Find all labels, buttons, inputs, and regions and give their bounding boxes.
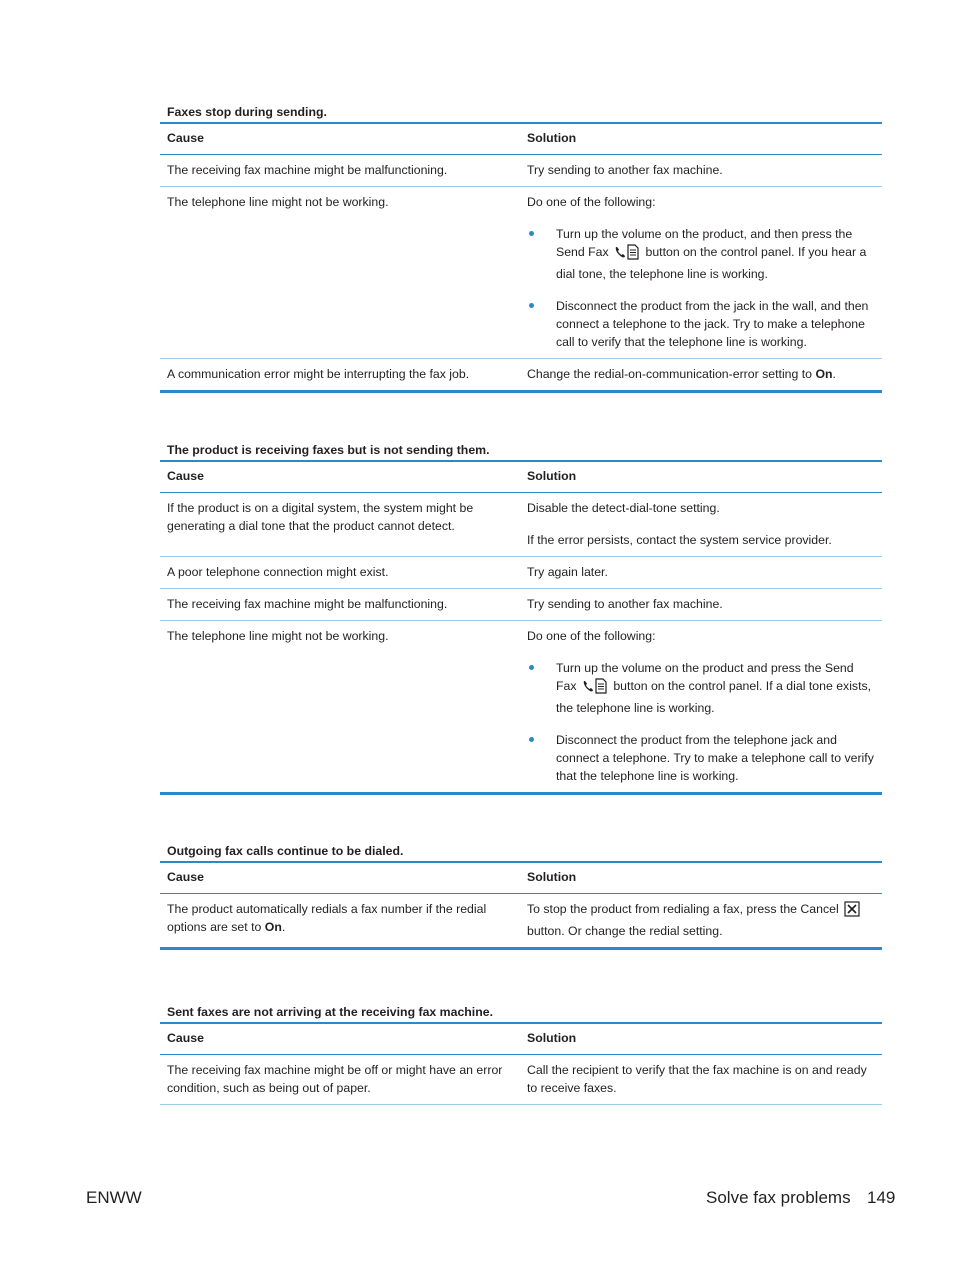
- cause-solution-table: [160, 861, 882, 950]
- footer-left: ENWW: [86, 1188, 142, 1207]
- table-row: [160, 589, 882, 621]
- list-item: Disconnect the product from the jack in the wall, and then connect a telephone to the jack. Try to make a telephone call to verify that the telephone line is working.: [527, 297, 875, 351]
- send-fax-icon: [582, 678, 608, 699]
- solution-cell: [520, 894, 882, 949]
- table-row: [160, 1055, 882, 1105]
- solution-list: [527, 225, 875, 351]
- solution-cell: Call the recipient to verify that the fax machine is on and ready to receive faxes.: [520, 1055, 882, 1105]
- cause-header: Cause: [160, 461, 520, 493]
- send-fax-icon: [614, 244, 640, 265]
- list-item: Disconnect the product from the telephone jack and connect a telephone. Try to make a telephone call to verify that the telephone line is working.: [527, 731, 875, 785]
- cause-cell: The receiving fax machine might be off or might have an error condition, such as being out of paper.: [160, 1055, 520, 1105]
- section-title: Sent faxes are not arriving at the receiving fax machine.: [167, 1005, 493, 1019]
- table-row: [160, 359, 882, 392]
- solution-header: Solution: [520, 862, 882, 894]
- section-title: Faxes stop during sending.: [167, 105, 327, 119]
- solution-text: .: [832, 367, 836, 381]
- footer-section-title: Solve fax problems: [706, 1188, 851, 1207]
- cause-text: .: [281, 920, 286, 934]
- solution-header: Solution: [520, 461, 882, 493]
- cause-solution-table: [160, 1022, 882, 1105]
- bullet-text: button on the control panel. If you hear a dial tone, the telephone line is working.: [556, 245, 867, 281]
- solution-text: Change the redial-on-communication-error setting to: [527, 367, 816, 381]
- solution-cell: [520, 187, 882, 359]
- solution-cell: Try sending to another fax machine.: [520, 589, 882, 621]
- cause-header: Cause: [160, 862, 520, 894]
- section-outgoing-redial: [160, 841, 882, 950]
- cause-solution-table: [160, 122, 882, 393]
- bullet-text: Turn up the volume on the product and press the Send Fax: [556, 661, 854, 693]
- table-row: [160, 187, 882, 359]
- solution-header: Solution: [520, 1023, 882, 1055]
- cancel-icon: [844, 901, 860, 922]
- cause-cell: [160, 894, 520, 949]
- table-row: [160, 557, 882, 589]
- cause-cell: The receiving fax machine might be malfunctioning.: [160, 155, 520, 187]
- section-not-arriving: [160, 1002, 882, 1105]
- cause-text: The product automatically redials a fax number if the redial options are set to: [167, 902, 487, 934]
- table-row: [160, 894, 882, 949]
- solution-intro: Do one of the following:: [527, 195, 656, 209]
- solution-list: [527, 659, 875, 785]
- solution-intro: Do one of the following:: [527, 629, 656, 643]
- solution-paragraph: Disable the detect-dial-tone setting.: [527, 501, 720, 515]
- solution-paragraph: If the error persists, contact the system service provider.: [527, 533, 832, 547]
- list-item: [527, 225, 875, 283]
- solution-header: Solution: [520, 123, 882, 155]
- solution-text: To stop the product from redialing a fax, press the Cancel: [527, 902, 839, 916]
- bullet-text: button on the control panel. If a dial tone exists, the telephone line is working.: [556, 679, 872, 715]
- solution-cell: [520, 621, 882, 794]
- section-receiving-not-sending: [160, 440, 882, 795]
- table-row: [160, 493, 882, 557]
- section-title: Outgoing fax calls continue to be dialed.: [167, 844, 404, 858]
- table-row: [160, 155, 882, 187]
- cause-cell: A poor telephone connection might exist.: [160, 557, 520, 589]
- solution-cell: [520, 493, 882, 557]
- bullet-text: Turn up the volume on the product, and then press the Send Fax: [556, 227, 853, 259]
- section-faxes-stop: [160, 102, 882, 393]
- solution-text: button. Or change the redial setting.: [527, 924, 723, 938]
- cause-header: Cause: [160, 1023, 520, 1055]
- setting-value: On: [264, 920, 282, 934]
- cause-cell: If the product is on a digital system, the system might be generating a dial tone that the product cannot detect.: [160, 493, 520, 557]
- cause-cell: The telephone line might not be working.: [160, 621, 520, 794]
- table-row: [160, 621, 882, 794]
- list-item: [527, 659, 875, 717]
- cause-cell: The telephone line might not be working.: [160, 187, 520, 359]
- cause-cell: The receiving fax machine might be malfunctioning.: [160, 589, 520, 621]
- section-title: The product is receiving faxes but is not sending them.: [167, 443, 490, 457]
- solution-cell: [520, 359, 882, 392]
- setting-value: On: [815, 367, 833, 381]
- cause-cell: A communication error might be interrupting the fax job.: [160, 359, 520, 392]
- cause-solution-table: [160, 460, 882, 795]
- cause-header: Cause: [160, 123, 520, 155]
- page-number: 149: [867, 1188, 896, 1207]
- solution-cell: Try again later.: [520, 557, 882, 589]
- solution-cell: Try sending to another fax machine.: [520, 155, 882, 187]
